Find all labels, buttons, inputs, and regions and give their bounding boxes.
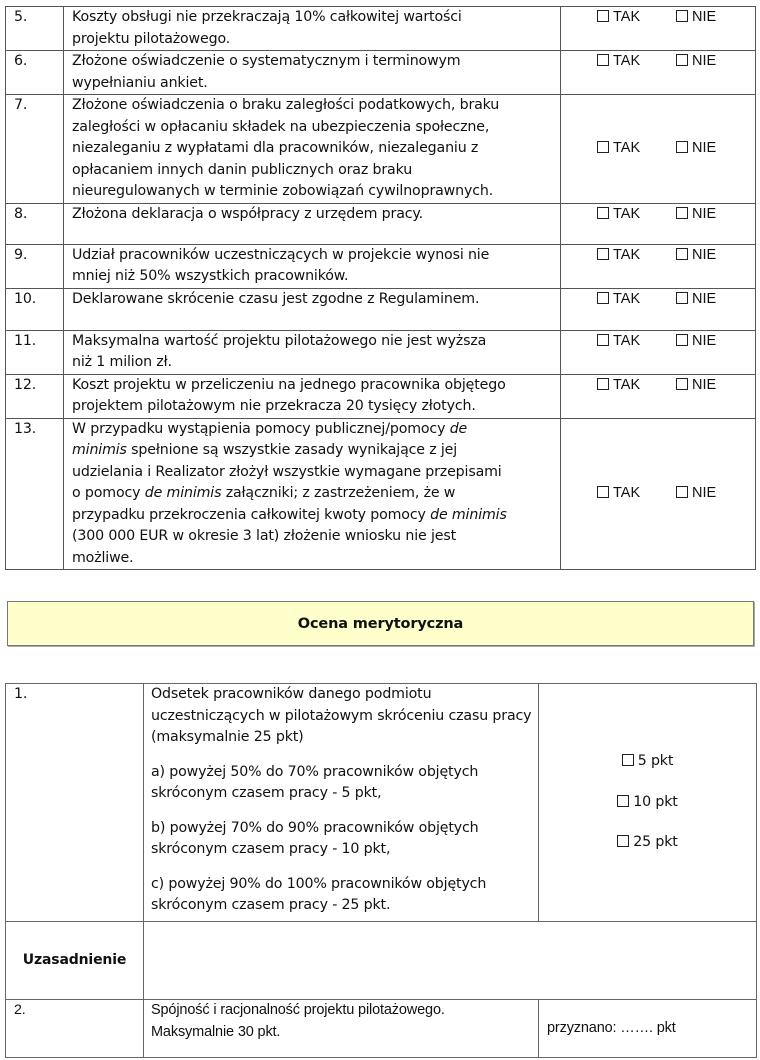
option-yes[interactable]: TAK <box>597 375 676 397</box>
row-description <box>64 418 561 570</box>
text-line: projektem pilotażowym nie przekracza 20 tysięcy złotych. <box>72 398 476 414</box>
checkbox-icon[interactable] <box>597 54 609 66</box>
text-line: przypadku przekroczenia całkowitej kwoty pomocy de minimis <box>72 506 507 523</box>
text-line: Złożone oświadczenia o braku zaległości podatkowych, braku <box>72 97 500 113</box>
text-line: mniej niż 50% wszystkich pracowników. <box>72 268 349 284</box>
text-line: o pomocy de minimis załączniki; z zastrzeżeniem, że w <box>72 485 456 501</box>
text-line: niezaleganiu z wypłatami dla pracowników, niezaleganiu z <box>72 140 479 156</box>
text-line: Koszty obsługi nie przekraczają 10% całkowitej wartości <box>72 9 462 25</box>
formal-criteria-table <box>5 6 756 570</box>
row-description <box>64 7 561 51</box>
text-line: Złożona deklaracja o współpracy z urzędem pracy. <box>72 205 423 222</box>
text-line: możliwe. <box>72 549 134 566</box>
text-line: opłacaniem innych danin publicznych oraz braku <box>72 161 413 178</box>
option-yes[interactable]: TAK <box>597 204 676 226</box>
row-number: 5. <box>6 7 64 51</box>
row-number: 6. <box>6 51 64 95</box>
table-row <box>6 1000 757 1058</box>
table-row <box>6 7 756 51</box>
row-description <box>144 684 539 922</box>
checkbox-icon[interactable] <box>676 334 688 346</box>
option-no[interactable]: NIE <box>676 7 755 29</box>
row-description <box>64 203 561 244</box>
yes-no-choice <box>561 330 756 374</box>
checkbox-icon[interactable] <box>676 486 688 498</box>
checkbox-icon[interactable] <box>597 207 609 219</box>
checkbox-icon[interactable] <box>597 10 609 22</box>
option-no[interactable]: NIE <box>676 138 755 160</box>
yes-no-choice <box>561 95 756 204</box>
row-description <box>64 95 561 204</box>
section-heading-merit-evaluation: Ocena merytoryczna <box>7 601 754 646</box>
table-row <box>6 374 756 418</box>
row-number: 12. <box>6 374 64 418</box>
criterion-option-b: b) powyżej 70% do 90% pracowników objętych skróconym czasem pracy - 10 pkt, <box>151 819 479 857</box>
justification-field[interactable] <box>144 922 757 1000</box>
points-option-10[interactable]: 10 pkt <box>617 792 677 814</box>
criterion-option-a: a) powyżej 50% do 70% pracowników objętych skróconym czasem pracy - 5 pkt, <box>151 763 479 801</box>
yes-no-choice <box>561 288 756 330</box>
table-row <box>6 288 756 330</box>
option-no[interactable]: NIE <box>676 289 755 311</box>
option-yes[interactable]: TAK <box>597 289 676 311</box>
table-row <box>6 418 756 570</box>
checkbox-icon[interactable] <box>676 292 688 304</box>
yes-no-choice <box>561 418 756 570</box>
criterion-intro: Odsetek pracowników danego podmiotu uczestniczących w pilotażowym skróceniu czasu pracy (maksymalnie 25 pkt) <box>151 686 532 745</box>
checkbox-icon[interactable] <box>597 248 609 260</box>
row-description <box>64 374 561 418</box>
row-number: 1. <box>6 684 144 922</box>
checkbox-icon[interactable] <box>676 207 688 219</box>
table-row <box>6 684 757 922</box>
row-description <box>64 244 561 288</box>
text-line: Spójność i racjonalność projektu pilotażowego. <box>151 1002 445 1018</box>
text-line: Udział pracowników uczestniczących w projekcie wynosi nie <box>72 246 490 263</box>
row-description <box>64 51 561 95</box>
row-description <box>64 288 561 330</box>
table-row <box>6 330 756 374</box>
checkbox-icon[interactable] <box>676 141 688 153</box>
checkbox-icon[interactable] <box>597 334 609 346</box>
merit-evaluation-table <box>5 683 757 1058</box>
option-no[interactable]: NIE <box>676 204 755 226</box>
checkbox-icon[interactable] <box>597 141 609 153</box>
text-line: Maksymalnie 30 pkt. <box>151 1023 281 1040</box>
row-number: 10. <box>6 288 64 330</box>
table-row <box>6 244 756 288</box>
option-no[interactable]: NIE <box>676 51 755 73</box>
yes-no-choice <box>561 374 756 418</box>
text-line: projektu pilotażowego. <box>72 30 231 47</box>
text-line: udzielania i Realizator złożył wszystkie wymagane przepisami <box>72 463 502 480</box>
points-option-5[interactable]: 5 pkt <box>622 751 674 773</box>
row-number: 11. <box>6 330 64 374</box>
row-description <box>64 330 561 374</box>
text-line: minimis spełnione są wszystkie zasady wynikające z jej <box>72 442 458 458</box>
text-line: nieuregulowanych w terminie zobowiązań cywilnoprawnych. <box>72 183 494 199</box>
text-line: Złożone oświadczenie o systematycznym i terminowym <box>72 53 461 69</box>
checkbox-icon[interactable] <box>676 10 688 22</box>
row-number: 7. <box>6 95 64 204</box>
table-row <box>6 51 756 95</box>
row-description <box>144 1000 539 1058</box>
text-line: W przypadku wystąpienia pomocy publicznej/pomocy de <box>72 420 468 437</box>
text-line: zaległości w opłacaniu składek na ubezpieczenia społeczne, <box>72 118 490 135</box>
option-no[interactable]: NIE <box>676 483 755 505</box>
checkbox-icon[interactable] <box>617 795 629 807</box>
points-awarded-field[interactable]: przyznano: ……. pkt <box>539 1000 757 1058</box>
option-yes[interactable]: TAK <box>597 138 676 160</box>
checkbox-icon[interactable] <box>597 486 609 498</box>
checkbox-icon[interactable] <box>676 378 688 390</box>
row-number: 8. <box>6 203 64 244</box>
yes-no-choice <box>561 51 756 95</box>
option-yes[interactable]: TAK <box>597 331 676 353</box>
option-yes[interactable]: TAK <box>597 245 676 267</box>
text-line: wypełnianiu ankiet. <box>72 74 208 91</box>
checkbox-icon[interactable] <box>676 54 688 66</box>
yes-no-choice <box>561 7 756 51</box>
justification-row <box>6 922 757 1000</box>
justification-label: Uzasadnienie <box>6 922 144 1000</box>
text-line: Deklarowane skrócenie czasu jest zgodne z Regulaminem. <box>72 290 480 307</box>
option-yes[interactable]: TAK <box>597 483 676 505</box>
criterion-option-c: c) powyżej 90% do 100% pracowników objętych skróconym czasem pracy - 25 pkt. <box>151 875 487 913</box>
points-option-25[interactable]: 25 pkt <box>617 832 677 854</box>
text-line: niż 1 milion zł. <box>72 354 172 370</box>
checkbox-icon[interactable] <box>622 754 634 766</box>
text-line: (300 000 EUR w okresie 3 lat) złożenie wniosku nie jest <box>72 528 456 544</box>
checkbox-icon[interactable] <box>617 835 629 847</box>
yes-no-choice <box>561 203 756 244</box>
text-line: Koszt projektu w przeliczeniu na jednego pracownika objętego <box>72 376 506 393</box>
table-row <box>6 203 756 244</box>
row-number: 2. <box>6 1000 144 1058</box>
checkbox-icon[interactable] <box>597 292 609 304</box>
points-choice <box>539 684 757 922</box>
option-yes[interactable]: TAK <box>597 51 676 73</box>
option-no[interactable]: NIE <box>676 375 755 397</box>
table-row <box>6 95 756 204</box>
yes-no-choice <box>561 244 756 288</box>
text-line: Maksymalna wartość projektu pilotażowego nie jest wyższa <box>72 332 487 349</box>
checkbox-icon[interactable] <box>597 378 609 390</box>
row-number: 13. <box>6 418 64 570</box>
row-number: 9. <box>6 244 64 288</box>
option-no[interactable]: NIE <box>676 331 755 353</box>
option-no[interactable]: NIE <box>676 245 755 267</box>
option-yes[interactable]: TAK <box>597 7 676 29</box>
checkbox-icon[interactable] <box>676 248 688 260</box>
